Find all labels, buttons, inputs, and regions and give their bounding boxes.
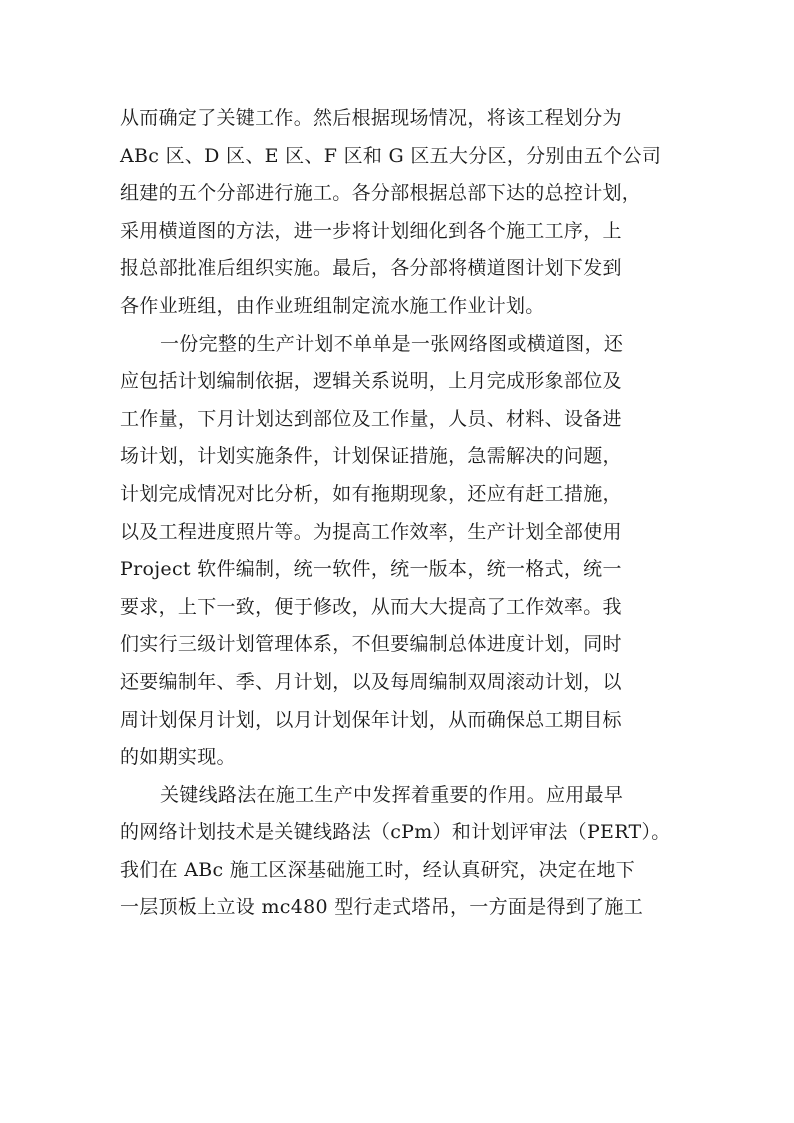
text-line: 从而确定了关键工作。然后根据现场情况，将该工程划分为	[120, 107, 622, 129]
text-line: 应包括计划编制依据，逻辑关系说明，上月完成形象部位及	[120, 370, 622, 393]
text-line: 以及工程进度照片等。为提高工作效率，生产计划全部使用	[120, 520, 622, 543]
text-line: 要求，上下一致，便于修改，从而大大提高了工作效率。我	[120, 595, 622, 618]
text-line: 一层顶板上立设 mc480 型行走式塔吊，一方面是得到了施工	[120, 896, 644, 919]
paragraph-first-line: 关键线路法在施工生产中发挥着重要的作用。应用最早	[160, 783, 624, 806]
text-line: 采用横道图的方法，进一步将计划细化到各个施工工序，上	[120, 219, 622, 242]
text-line: Project 软件编制，统一软件，统一版本，统一格式，统一	[120, 558, 622, 581]
paragraph-first-line: 一份完整的生产计划不单单是一张网络图或横道图，还	[160, 332, 624, 355]
body-text	[120, 100, 700, 927]
text-line: 们实行三级计划管理体系，不但要编制总体进度计划，同时	[120, 633, 622, 656]
text-line: 的网络计划技术是关键线路法（cPm）和计划评审法（PERT）。	[120, 821, 671, 844]
text-line: 各作业班组，由作业班组制定流水施工作业计划。	[120, 294, 545, 317]
text-line: 的如期实现。	[120, 746, 236, 769]
text-line: 工作量，下月计划达到部位及工作量，人员、材料、设备进	[120, 407, 622, 430]
text-line: 场计划，计划实施条件，计划保证措施，急需解决的问题，	[120, 445, 622, 468]
text-line: 组建的五个分部进行施工。各分部根据总部下达的总控计划，	[120, 182, 642, 205]
text-line: ABc 区、D 区、E 区、F 区和 G 区五大分区，分别由五个公司	[120, 144, 662, 167]
text-line: 周计划保月计划，以月计划保年计划，从而确保总工期目标	[120, 708, 622, 731]
text-line: 我们在 ABc 施工区深基础施工时，经认真研究，决定在地下	[120, 858, 636, 881]
text-line: 还要编制年、季、月计划，以及每周编制双周滚动计划，以	[120, 670, 622, 693]
text-line: 计划完成情况对比分析，如有拖期现象，还应有赶工措施，	[120, 482, 622, 505]
text-line: 报总部批准后组织实施。最后，各分部将横道图计划下发到	[120, 257, 622, 280]
